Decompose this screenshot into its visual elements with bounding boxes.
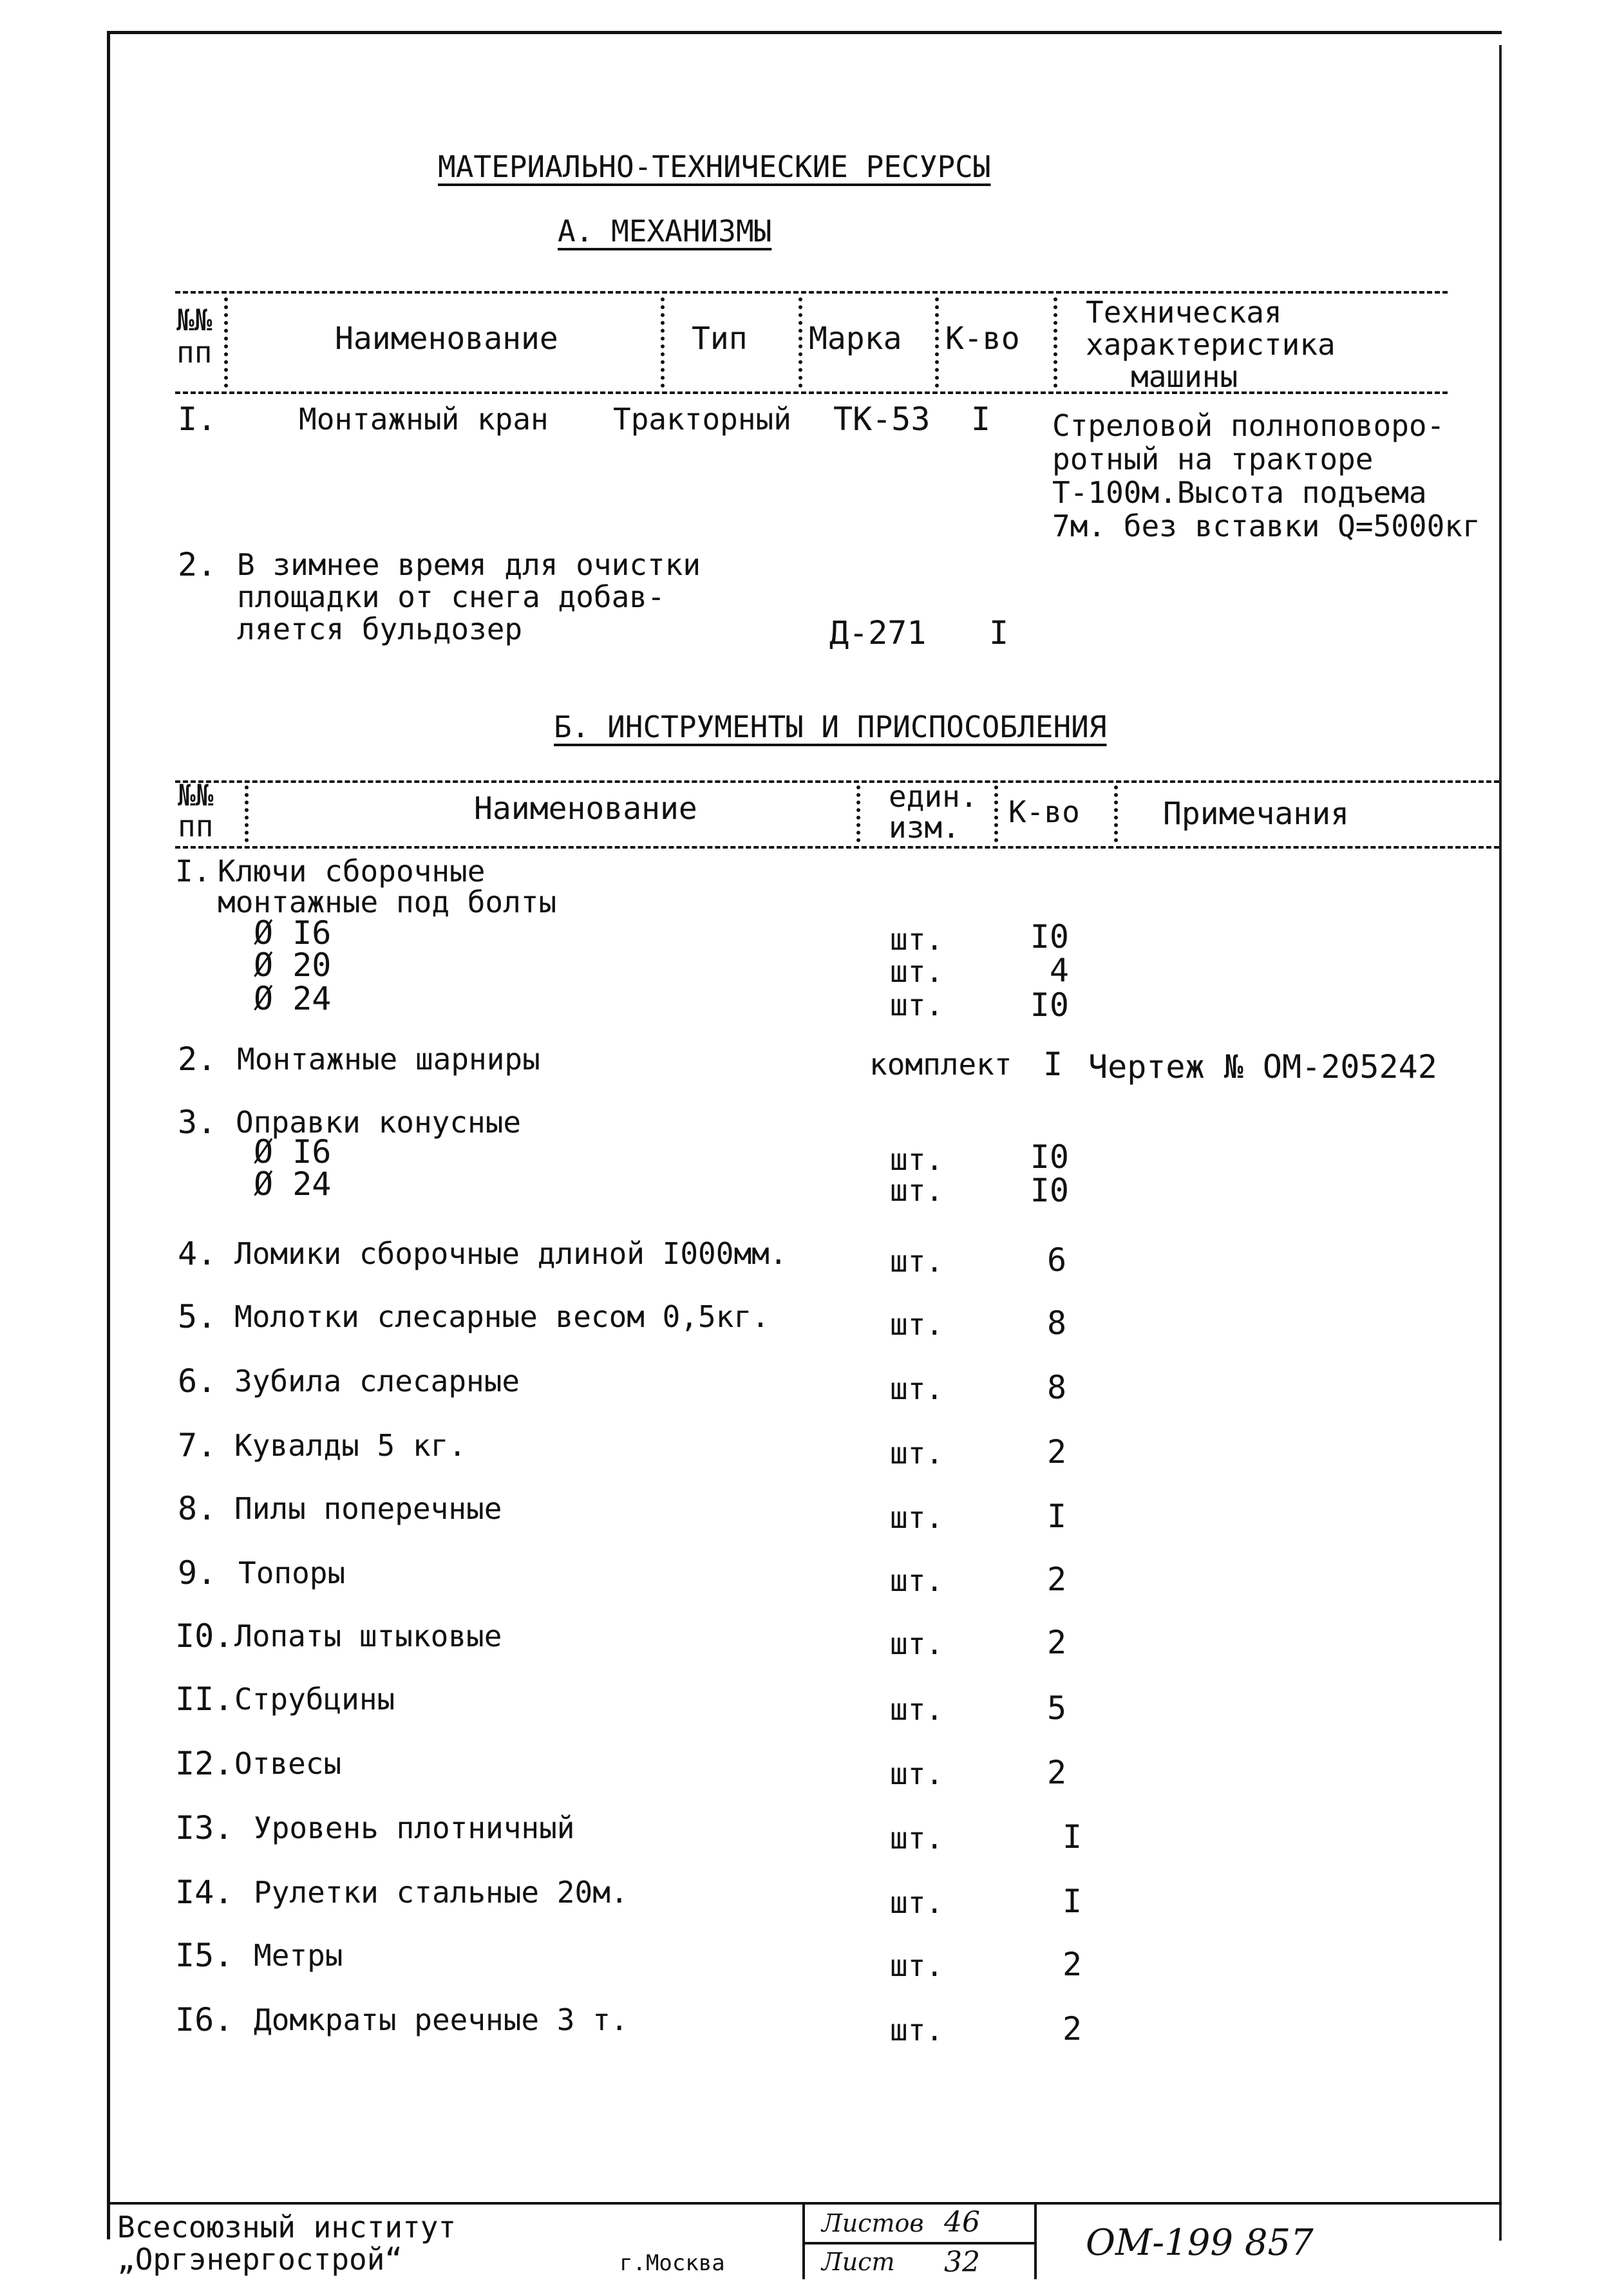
row-unit: шт.: [890, 1692, 944, 1727]
stamp-org-line2: „Оргэнергострой“: [117, 2242, 403, 2277]
row-name: Кувалды 5 кг.: [234, 1428, 467, 1463]
row-unit: шт.: [890, 1948, 944, 1983]
row-tech-line4: 7м. без вставки Q=5000кг: [1052, 509, 1480, 543]
row-name: Домкраты реечные 3 т.: [254, 2002, 628, 2037]
sub-qty: I0: [1030, 1172, 1069, 1209]
section-b-col-sep: [994, 786, 998, 842]
row-name-line2: площадки от снега добав-: [237, 579, 665, 614]
row-num: 4.: [178, 1235, 217, 1272]
row-qty: 2: [1047, 1561, 1067, 1598]
stamp-sheet-label: Лист: [822, 2248, 895, 2276]
row-unit: шт.: [890, 1756, 944, 1791]
row-tech-line1: Стреловой полноповоро-: [1052, 408, 1445, 443]
header-num-line1: №№: [178, 778, 214, 813]
row-num: 7.: [178, 1427, 217, 1464]
row-num: I.: [175, 854, 211, 889]
header-num-line2: пп: [178, 809, 214, 843]
row-unit: шт.: [890, 1885, 944, 1920]
row-num: I6.: [175, 2001, 234, 2038]
row-num: 2.: [178, 546, 217, 583]
section-b-col-sep: [1114, 786, 1118, 842]
row-qty: 5: [1047, 1689, 1067, 1727]
stamp-sheets-value: 46: [944, 2206, 980, 2239]
row-tech-line2: ротный на тракторе: [1052, 442, 1374, 476]
row-qty: 6: [1047, 1241, 1067, 1279]
row-type: Тракторный: [613, 402, 791, 437]
row-unit: комплект: [869, 1047, 1012, 1082]
row-name: Струбцины: [234, 1682, 395, 1717]
row-qty: I: [971, 400, 991, 438]
row-qty: I: [989, 614, 1009, 652]
row-name: Уровень плотничный: [254, 1811, 575, 1845]
header-unit-line1: един.: [889, 779, 978, 814]
row-num: I.: [178, 400, 217, 438]
frame-left-border: [107, 31, 110, 2239]
title-block-stamp: [107, 2202, 1502, 2279]
row-name-line1: В зимнее время для очистки: [237, 547, 701, 582]
row-unit: шт.: [890, 1500, 944, 1535]
row-num: 2.: [178, 1040, 217, 1078]
header-tech-line3: машины: [1131, 359, 1238, 394]
sub-qty: I0: [1030, 986, 1069, 1024]
row-qty: I: [1047, 1498, 1067, 1535]
sub-unit: шт.: [890, 988, 944, 1022]
sub-name: Ø I6: [254, 914, 332, 952]
row-unit: шт.: [890, 1821, 944, 1856]
row-unit: шт.: [890, 1371, 944, 1406]
row-name: Молотки слесарные весом 0,5кг.: [234, 1299, 770, 1334]
row-qty: I: [1063, 1883, 1082, 1920]
stamp-divider: [802, 2202, 805, 2279]
header-num-line2: пп: [176, 335, 213, 370]
section-a-header-top-rule: [175, 291, 1448, 294]
row-name: Отвесы: [234, 1746, 342, 1781]
row-qty: I: [1043, 1046, 1063, 1083]
row-note: Чертеж № ОМ-205242: [1088, 1048, 1437, 1086]
sub-unit: шт.: [890, 922, 944, 957]
sub-unit: шт.: [890, 1173, 944, 1208]
row-unit: шт.: [890, 1244, 944, 1279]
row-name: Рулетки стальные 20м.: [254, 1875, 628, 1910]
section-a-col-sep: [661, 297, 665, 388]
row-num: II.: [175, 1680, 234, 1718]
row-num: 8.: [178, 1490, 217, 1527]
stamp-sheet-value: 32: [944, 2246, 980, 2279]
document-title: МАТЕРИАЛЬНО-ТЕХНИЧЕСКИЕ РЕСУРСЫ: [438, 149, 991, 184]
header-num-line1: №№: [176, 303, 213, 337]
row-num: I5.: [175, 1937, 234, 1974]
section-b-header-top-rule: [175, 780, 1499, 783]
row-name: Ломики сборочные длиной I000мм.: [234, 1236, 788, 1271]
frame-right-border: [1499, 45, 1502, 2241]
row-num: I0.: [175, 1617, 234, 1655]
section-a-col-sep: [798, 297, 802, 388]
row-name: Пилы поперечные: [234, 1491, 502, 1526]
row-brand: Д-271: [829, 614, 927, 652]
row-unit: шт.: [890, 1563, 944, 1598]
sub-qty: I0: [1030, 1138, 1069, 1176]
row-name: Зубила слесарные: [234, 1364, 520, 1398]
row-num: I2.: [175, 1745, 234, 1782]
stamp-org-line1: Всесоюзный институт: [117, 2210, 457, 2244]
frame-top-border: [107, 31, 1502, 34]
sub-name: Ø 24: [254, 980, 332, 1017]
row-name: Топоры: [238, 1556, 346, 1590]
row-qty: I: [1063, 1818, 1082, 1856]
row-qty: 2: [1063, 1946, 1082, 1983]
header-name: Наименование: [335, 321, 558, 357]
section-b-title: Б. ИНСТРУМЕНТЫ И ПРИСПОСОБЛЕНИЯ: [554, 710, 1107, 744]
header-brand: Марка: [809, 321, 902, 357]
stamp-document-code: ОМ-199 857: [1086, 2222, 1314, 2264]
sub-unit: шт.: [890, 954, 944, 989]
row-num: I4.: [175, 1874, 234, 1911]
section-a-header-bottom-rule: [175, 391, 1448, 394]
header-type: Тип: [692, 321, 748, 357]
header-qty: К-во: [945, 321, 1020, 357]
row-name: Лопаты штыковые: [234, 1619, 502, 1653]
section-b-col-sep: [245, 786, 249, 842]
row-name-line2: монтажные под болты: [218, 885, 557, 919]
row-name: Метры: [254, 1938, 343, 1973]
sub-qty: 4: [1049, 952, 1069, 989]
section-a-col-sep: [1054, 297, 1057, 388]
row-qty: 2: [1047, 1754, 1067, 1791]
row-num: 3.: [178, 1104, 217, 1141]
row-unit: шт.: [890, 1626, 944, 1661]
row-num: I3.: [175, 1809, 234, 1847]
row-unit: шт.: [890, 1436, 944, 1471]
row-qty: 2: [1047, 1433, 1067, 1471]
header-note: Примечания: [1163, 796, 1349, 832]
row-name: Монтажный кран: [299, 402, 549, 437]
row-unit: шт.: [890, 2013, 944, 2047]
section-b-header-bottom-rule: [175, 846, 1499, 849]
row-qty: 8: [1047, 1304, 1067, 1342]
sub-unit: шт.: [890, 1142, 944, 1177]
sub-qty: I0: [1030, 918, 1069, 955]
sub-name: Ø 20: [254, 946, 332, 984]
section-b-col-sep: [856, 786, 860, 842]
row-tech-line3: Т-100м.Высота подъема: [1052, 475, 1427, 510]
row-name: Монтажные шарниры: [237, 1042, 540, 1077]
stamp-sheets-label: Листов: [822, 2209, 924, 2237]
row-unit: шт.: [890, 1307, 944, 1342]
section-a-col-sep: [224, 297, 228, 388]
row-num: 6.: [178, 1362, 217, 1400]
row-qty: 2: [1063, 2010, 1082, 2047]
header-name: Наименование: [474, 791, 697, 827]
sub-name: Ø I6: [254, 1133, 332, 1171]
stamp-city: г.Москва: [619, 2250, 725, 2276]
stamp-sheet-rule: [802, 2242, 1034, 2244]
header-tech-line1: Техническая: [1086, 295, 1282, 330]
row-name: Оправки конусные: [236, 1105, 522, 1140]
row-num: 5.: [178, 1298, 217, 1335]
header-qty: К-во: [1008, 795, 1080, 829]
header-unit-line2: изм.: [889, 810, 960, 845]
row-brand: ТК-53: [833, 400, 931, 438]
row-name-line1: Ключи сборочные: [218, 854, 486, 889]
row-name-line3: ляется бульдозер: [237, 612, 523, 646]
section-a-title: А. МЕХАНИЗМЫ: [558, 214, 772, 249]
row-qty: 2: [1047, 1624, 1067, 1661]
header-tech-line2: характеристика: [1086, 327, 1336, 362]
sub-name: Ø 24: [254, 1165, 332, 1203]
stamp-divider: [1034, 2202, 1037, 2279]
row-num: 9.: [178, 1554, 217, 1592]
row-qty: 8: [1047, 1369, 1067, 1406]
section-a-col-sep: [935, 297, 939, 388]
